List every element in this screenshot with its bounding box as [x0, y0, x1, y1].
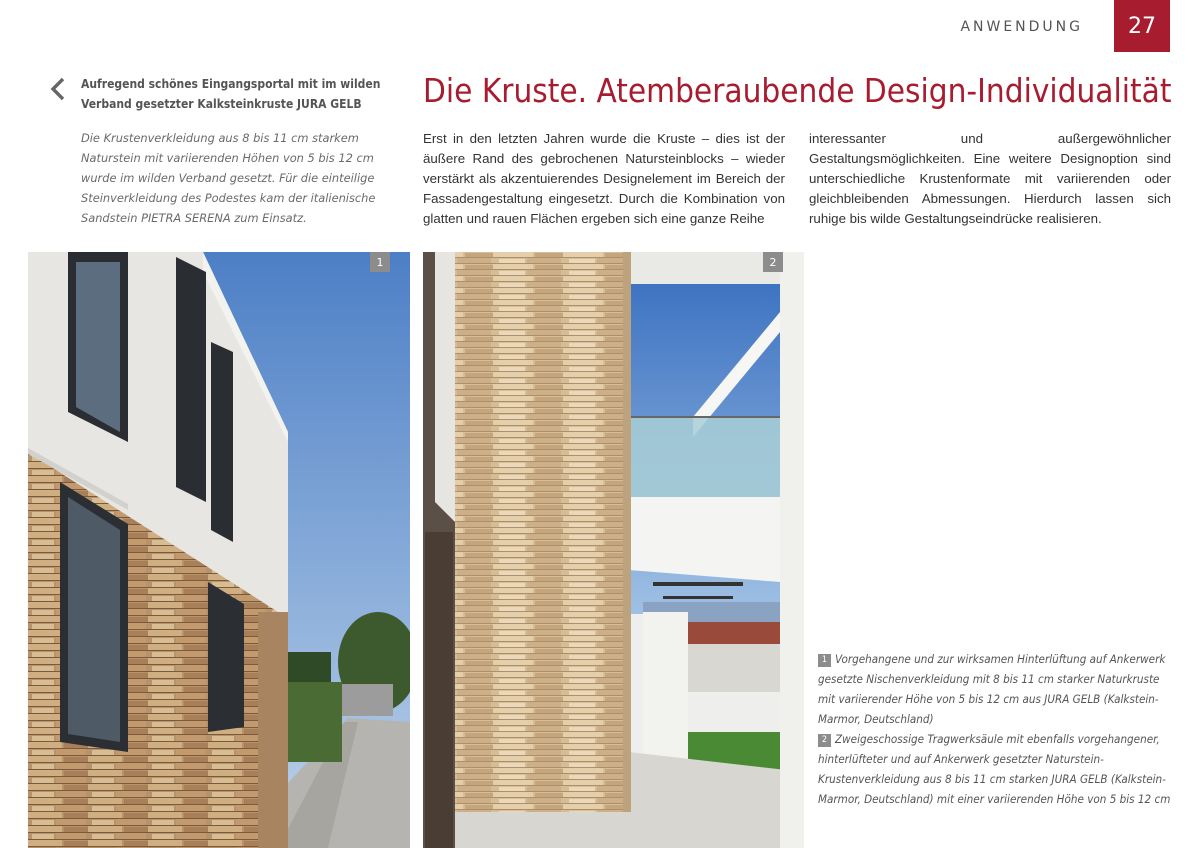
photo-2 — [423, 252, 804, 848]
photo-number-badge: 2 — [763, 252, 783, 272]
photo-number-badge: 1 — [370, 252, 390, 272]
lead-description: Die Krustenverkleidung aus 8 bis 11 cm starkem Naturstein mit variierenden Höhen von 5 bis 12 cm wurde im wilden Verband gesetzt. Für die einteilige Steinverkleidung des Podestes kam der italienische Sandstein PIETRA SERENA zum Einsatz. — [81, 131, 376, 225]
lead-title: Aufregend schönes Eingangsportal mit im wilden Verband gesetzter Kalksteinkruste JURA GELB — [81, 77, 381, 111]
caption-number: 2 — [818, 734, 831, 747]
article-column-1: Erst in den letzten Jahren wurde die Kruste – dies ist der äußere Rand des gebrochenen Natursteinblocks – wieder verstärkt als akzentuierendes Designelement im Bereich der Fassadengestaltung eingesetzt. Durch die Kombination von glatten und rauen Flächen ergeben sich eine ganze Reihe — [423, 131, 785, 226]
section-label: ANWENDUNG — [960, 19, 1083, 35]
caption-2 — [818, 729, 1176, 809]
captions — [818, 649, 1176, 809]
article-column-2: interessanter und außergewöhnlicher Gestaltungsmöglichkeiten. Eine weitere Designoption sind unterschiedliche Krustenformate mit variierenden oder gleichbleibenden Abmessungen. Hierdurch lassen sich ruhige bis wilde Gestaltungseindrücke realisieren. — [809, 131, 1171, 226]
caption-1 — [818, 649, 1176, 729]
chevron-left-icon — [48, 76, 70, 102]
page-number: 27 — [1128, 13, 1156, 39]
article-headline: Die Kruste. Atemberaubende Design-Individualität — [423, 71, 1172, 110]
page-number-box — [1114, 0, 1170, 52]
photo-1 — [28, 252, 410, 848]
back-button[interactable] — [48, 76, 70, 102]
caption-text: Zweigeschossige Tragwerksäule mit ebenfalls vorgehangener, hinterlüfteter und auf Ankerwerk gesetzter Naturstein-Krustenverkleidung aus 8 bis 11 cm starken JURA GELB (Kalkstein-Marmor, Deutschland) mit einer variierenden Höhe von 5 bis 12 cm — [818, 732, 1171, 806]
caption-number: 1 — [818, 654, 831, 667]
caption-text: Vorgehangene und zur wirksamen Hinterlüftung auf Ankerwerk gesetzte Nischenverkleidung mit 8 bis 11 cm starker Naturkruste mit variierender Höhe von 5 bis 12 cm aus JURA GELB (Kalkstein-Marmor, Deutschland) — [818, 652, 1166, 726]
